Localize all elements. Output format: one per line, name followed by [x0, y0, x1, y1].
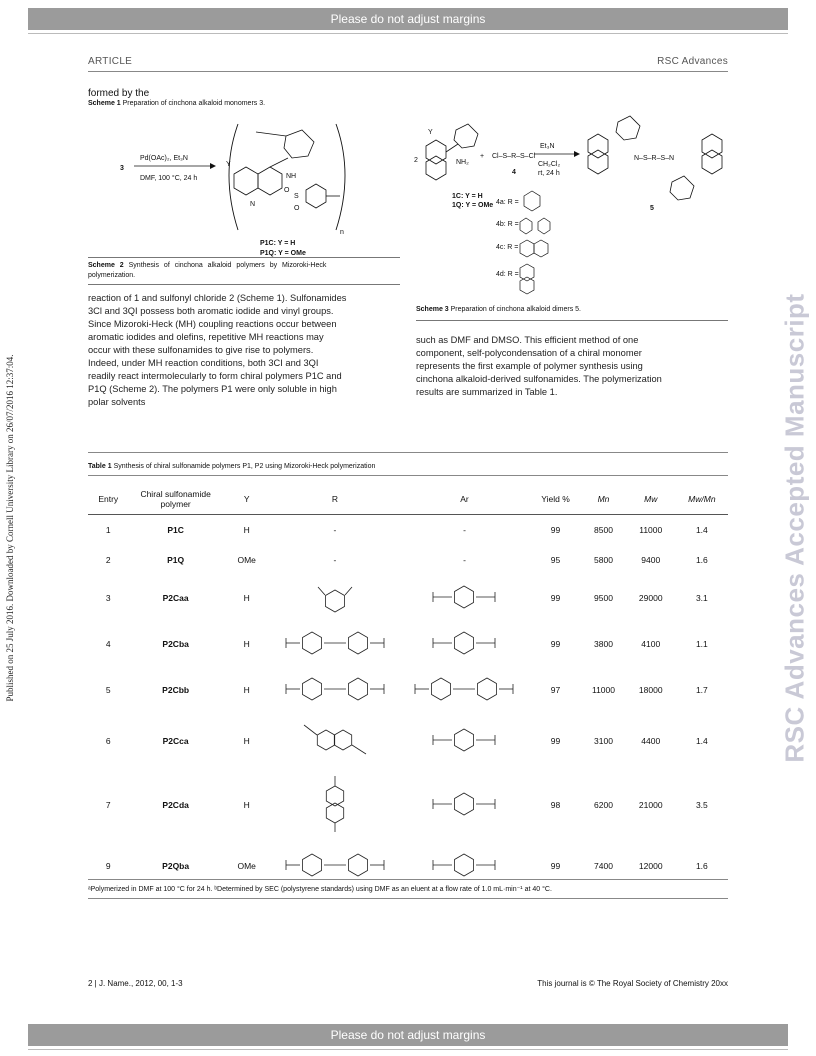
cell-ar — [399, 545, 530, 575]
scheme3-product-linker: N–S–R–S–N — [634, 155, 675, 162]
scheme3-r-4b-ring2 — [538, 218, 550, 234]
cell-entry: 5 — [105, 684, 111, 695]
para-right-line: such as DMF and DMSO. This efficient method of one — [416, 335, 639, 345]
cell-polymer: P2Cca — [162, 735, 189, 746]
bottom-banner: Please do not adjust margins — [28, 1024, 788, 1046]
scheme2-quinuclidine — [284, 130, 314, 158]
cell-mw: 21000 — [638, 799, 663, 810]
table-row — [88, 515, 728, 545]
scheme2-caption-cont: polymerization. — [88, 272, 136, 279]
scheme2-caption-text: Synthesis of cinchona alkaloid polymers by Mizoroki-Heck — [128, 262, 327, 269]
col-entry: Entry — [88, 484, 129, 515]
cell-y: H — [243, 684, 250, 695]
para-left-line: 3Cl and 3QI possess both aromatic iodide and vinyl groups. — [88, 306, 334, 316]
cell-y: H — [243, 592, 250, 603]
cell-mn: 9500 — [594, 592, 613, 603]
scheme3-reagent-num: 4 — [512, 169, 516, 176]
para-left-line: aromatic iodides and olefins, repetitive MH reactions may — [88, 332, 324, 342]
cell-pdi: 1.4 — [695, 735, 708, 746]
scheme2-figure — [88, 112, 400, 260]
table-row — [88, 575, 728, 621]
cell-ar — [399, 713, 530, 769]
cell-mw: 4100 — [641, 638, 661, 649]
cell-entry: 1 — [105, 524, 111, 535]
footnote-rule — [88, 898, 728, 899]
scheme3-plus: + — [480, 153, 485, 160]
scheme2-conditions-top: Pd(OAc)₂, Et₃N — [140, 155, 188, 162]
scheme2-arrowhead — [210, 163, 216, 169]
cell-ar-text: - — [463, 524, 466, 535]
scheme3-r-4d-ring2 — [520, 277, 534, 294]
scheme3-product-num: 5 — [650, 205, 654, 212]
watermark — [775, 0, 815, 1056]
cell-entry: 7 — [105, 799, 111, 810]
header-article: ARTICLE — [88, 56, 133, 67]
cell-ar — [399, 515, 530, 545]
col-r: R — [271, 484, 400, 515]
table-caption — [88, 463, 375, 470]
cell-polymer: P1Q — [167, 554, 185, 565]
table-row — [88, 545, 728, 575]
cell-mn: 6200 — [594, 799, 613, 810]
cell-mw: 4400 — [641, 735, 661, 746]
biphenylene-icon — [280, 669, 390, 709]
scheme3-r-4b: 4b: R = — [496, 221, 519, 228]
para-phenylene-icon — [409, 720, 519, 760]
scheme3-sm-nh2: NH₂ — [456, 159, 469, 166]
scheme3-solvent: CH₂Cl₂ — [538, 161, 561, 168]
scheme2-bottom-rule — [88, 284, 400, 285]
scheme1-caption — [88, 100, 265, 107]
scheme2-caption — [88, 262, 400, 269]
cell-pdi: 1.6 — [695, 860, 708, 871]
scheme2-caption-label: Scheme 2 — [88, 262, 124, 269]
cell-pdi: 1.1 — [695, 638, 708, 649]
cell-yield: 99 — [550, 524, 561, 535]
para-right-line: component, self-polycondensation of a chiral monomer — [416, 348, 642, 358]
col-y: Y — [223, 484, 271, 515]
cell-r — [271, 621, 400, 667]
cell-r — [271, 769, 400, 841]
cell-mn: 7400 — [594, 860, 613, 871]
cell-mw: 9400 — [641, 554, 661, 565]
col-mn: Mn — [581, 484, 625, 515]
scheme1-caption-text: Preparation of cinchona alkaloid monomers 3. — [122, 100, 266, 107]
scheme3-figure — [412, 112, 728, 302]
cell-ar — [399, 621, 530, 667]
naphthylene-1-5-icon — [280, 774, 390, 834]
scheme3-reagent: Cl–S–R–S–Cl — [492, 153, 536, 160]
table-row — [88, 621, 728, 667]
cell-r — [271, 575, 400, 621]
scheme2-left-paren — [229, 124, 238, 230]
cell-mn: 3800 — [594, 638, 613, 649]
cell-yield: 99 — [550, 735, 561, 746]
scheme2-phenyl-ring — [306, 184, 326, 208]
cell-mn: 11000 — [591, 684, 615, 695]
cell-yield: 99 — [550, 592, 561, 603]
scheme1-caption-label: Scheme 1 — [88, 100, 121, 107]
cell-mn: 5800 — [594, 554, 613, 565]
cell-ar — [399, 575, 530, 621]
cell-y: H — [243, 524, 250, 535]
table-caption-label: Table 1 — [88, 463, 112, 470]
side-note — [3, 0, 17, 1056]
cell-r — [271, 515, 400, 545]
scheme3-base: Et₃N — [540, 143, 555, 150]
scheme2-n-label: N — [250, 201, 256, 208]
cell-r-text: - — [333, 554, 337, 565]
table-caption-text: Synthesis of chiral sulfonamide polymers P1, P2 using Mizoroki-Heck polymerization — [113, 463, 376, 470]
scheme3-r-4c: 4c: R = — [496, 244, 519, 251]
scheme2-product-line2: P1Q: Y = OMe — [260, 250, 306, 257]
cell-r — [271, 667, 400, 713]
header-rule — [88, 71, 728, 72]
naphthylene-2-6-icon — [280, 720, 390, 760]
scheme3-temp: rt, 24 h — [538, 170, 560, 177]
scheme2-y-label: Y — [226, 161, 231, 168]
footer-right: This journal is © The Royal Society of Chemistry 20xx — [537, 979, 728, 988]
para-right-line: cinchona alkaloid-derived sulfonamides. The polymerization — [416, 374, 662, 384]
cell-mn: 3100 — [594, 735, 613, 746]
scheme2-quinoline-ring-b — [258, 167, 282, 195]
cell-pdi: 1.4 — [695, 524, 708, 535]
scheme2-reagent-label: 3 — [120, 165, 124, 172]
table-top-rule — [88, 452, 728, 453]
scheme3-caption — [416, 306, 581, 313]
cell-yield: 98 — [550, 799, 561, 810]
scheme2-link-bond — [270, 158, 288, 167]
para-phenylene-icon — [409, 623, 519, 663]
paragraph-left — [88, 292, 400, 409]
scheme2-s-label: S — [294, 193, 299, 200]
scheme3-sm-line2: 1Q: Y = OMe — [452, 202, 494, 209]
cell-mn: 8500 — [594, 524, 613, 535]
scheme3-r-4c-ring2 — [534, 240, 548, 257]
para-phenylene-icon — [409, 784, 519, 824]
table-caption-rule — [88, 475, 728, 476]
biphenylene-icon — [409, 669, 519, 709]
table-footnote: ᵃPolymerized in DMF at 100 °C for 24 h. ᵇDetermined by SEC (polystyrene standards) using DMF as an eluent at a flow rate of 1.0 mL·min⁻¹ at 40 °C. — [88, 886, 552, 893]
scheme2-product-line1: P1C: Y = H — [260, 240, 296, 247]
scheme3-sm-line1: 1C: Y = H — [452, 193, 483, 200]
para-left-line: reaction of 1 and sulfonyl chloride 2 (Scheme 1). Sulfonamides — [88, 293, 347, 303]
col-yield: Yield % — [530, 484, 582, 515]
cell-mw: 18000 — [638, 684, 663, 695]
cell-y: H — [243, 638, 250, 649]
paragraph-right — [416, 334, 728, 399]
cell-entry: 2 — [105, 554, 111, 565]
cell-polymer: P2Cda — [162, 799, 189, 810]
cell-y: H — [243, 799, 250, 810]
meta-phenylene-icon — [280, 577, 390, 617]
scheme2-nh-label: NH — [286, 173, 297, 180]
watermark-text: RSC Advances Accepted Manuscript — [779, 293, 810, 763]
scheme3-r-4c-ring1 — [520, 240, 534, 257]
cell-polymer: P2Cbb — [162, 684, 190, 695]
cell-pdi: 3.5 — [695, 799, 708, 810]
cell-polymer: P2Cba — [162, 638, 189, 649]
cell-ar — [399, 667, 530, 713]
cell-polymer: P2Caa — [162, 592, 189, 603]
para-left-line: polar solvents — [88, 397, 146, 407]
scheme3-r-4b-ring1 — [520, 218, 532, 234]
col-polymer: Chiral sulfonamide polymer — [129, 484, 223, 515]
cell-r — [271, 713, 400, 769]
scheme2-rule — [88, 257, 400, 258]
cell-entry: 9 — [105, 860, 111, 871]
para-phenylene-icon — [409, 577, 519, 617]
footer-left: 2 | J. Name., 2012, 00, 1-3 — [88, 979, 183, 988]
cell-pdi: 1.6 — [695, 554, 708, 565]
top-banner: Please do not adjust margins — [28, 8, 788, 30]
table-header-row — [88, 484, 728, 515]
cell-y: H — [243, 735, 250, 746]
scheme2-o1-label: O — [284, 187, 290, 194]
para-left-line: P1Q (Scheme 2). The polymers P1 were only soluble in high — [88, 384, 337, 394]
cell-yield: 99 — [550, 860, 561, 871]
cell-mw: 29000 — [638, 592, 663, 603]
cell-polymer: P1C — [167, 524, 184, 535]
table-bottom-rule — [88, 879, 728, 880]
cell-pdi: 3.1 — [695, 592, 708, 603]
scheme2-n-count: n — [340, 229, 344, 236]
para-left-line: Since Mizoroki-Heck (MH) coupling reactions occur between — [88, 319, 337, 329]
scheme3-r-4d: 4d: R = — [496, 271, 519, 278]
cell-entry: 6 — [105, 735, 111, 746]
cell-ar-text: - — [463, 554, 466, 565]
side-note-text: Published on 25 July 2016. Downloaded by Cornell University Library on 26/07/2016 12:37:04. — [5, 354, 15, 702]
scheme3-arrowhead — [574, 151, 580, 157]
table-row — [88, 769, 728, 841]
cell-yield: 99 — [550, 638, 561, 649]
scheme2-quinoline-ring-a — [234, 167, 258, 195]
table-row — [88, 667, 728, 713]
intro-line: formed by the — [88, 88, 150, 99]
scheme2-right-paren — [336, 124, 345, 230]
scheme2-vinyl-bond — [256, 132, 286, 136]
scheme3-sm-link — [446, 144, 458, 152]
cell-r-text: - — [333, 524, 337, 535]
cell-r — [271, 545, 400, 575]
polymer-table — [88, 484, 728, 891]
para-right-line: results are summarized in Table 1. — [416, 387, 558, 397]
scheme3-sm-y: Y — [428, 129, 433, 136]
scheme3-product-quinuclidine-b — [670, 176, 694, 200]
cell-ar — [399, 769, 530, 841]
scheme3-product-quinuclidine-a — [616, 116, 640, 140]
scheme2-o2-label: O — [294, 205, 300, 212]
cell-yield: 95 — [550, 554, 561, 565]
cell-pdi: 1.7 — [695, 684, 708, 695]
scheme3-r-4a-ring — [524, 191, 540, 211]
scheme2-conditions-bottom: DMF, 100 °C, 24 h — [140, 175, 198, 182]
para-left-line: readily react intermolecularly to form chiral polymers P1C and — [88, 371, 342, 381]
cell-ar — [399, 841, 530, 891]
biphenylene-icon — [280, 623, 390, 663]
cell-entry: 3 — [105, 592, 111, 603]
header-journal: RSC Advances — [657, 56, 728, 67]
cell-mw: 11000 — [639, 524, 663, 535]
scheme3-caption-label: Scheme 3 — [416, 306, 449, 313]
para-left-line: Indeed, under MH reaction conditions, both 3CI and 3QI — [88, 358, 319, 368]
col-mw: Mw — [626, 484, 676, 515]
table-row — [88, 841, 728, 891]
scheme3-r-4d-ring1 — [520, 264, 534, 281]
scheme3-r-4a: 4a: R = — [496, 199, 519, 206]
para-left-line: occur with these sulfonamides to give rise to polymers. — [88, 345, 314, 355]
cell-y: OMe — [237, 860, 256, 871]
col-pdi: Mw/Mn — [676, 484, 728, 515]
cell-yield: 97 — [550, 684, 561, 695]
cell-polymer: P2Qba — [162, 860, 190, 871]
scheme3-rule — [416, 320, 728, 321]
scheme3-caption-text: Preparation of cinchona alkaloid dimers 5. — [450, 306, 581, 313]
scheme3-num-left: 2 — [414, 157, 418, 164]
cell-y: OMe — [237, 554, 256, 565]
cell-mw: 12000 — [638, 860, 663, 871]
cell-r — [271, 841, 400, 891]
para-right-line: represents the first example of polymer synthesis using — [416, 361, 643, 371]
col-ar: Ar — [399, 484, 530, 515]
cell-entry: 4 — [105, 638, 111, 649]
table-row — [88, 713, 728, 769]
